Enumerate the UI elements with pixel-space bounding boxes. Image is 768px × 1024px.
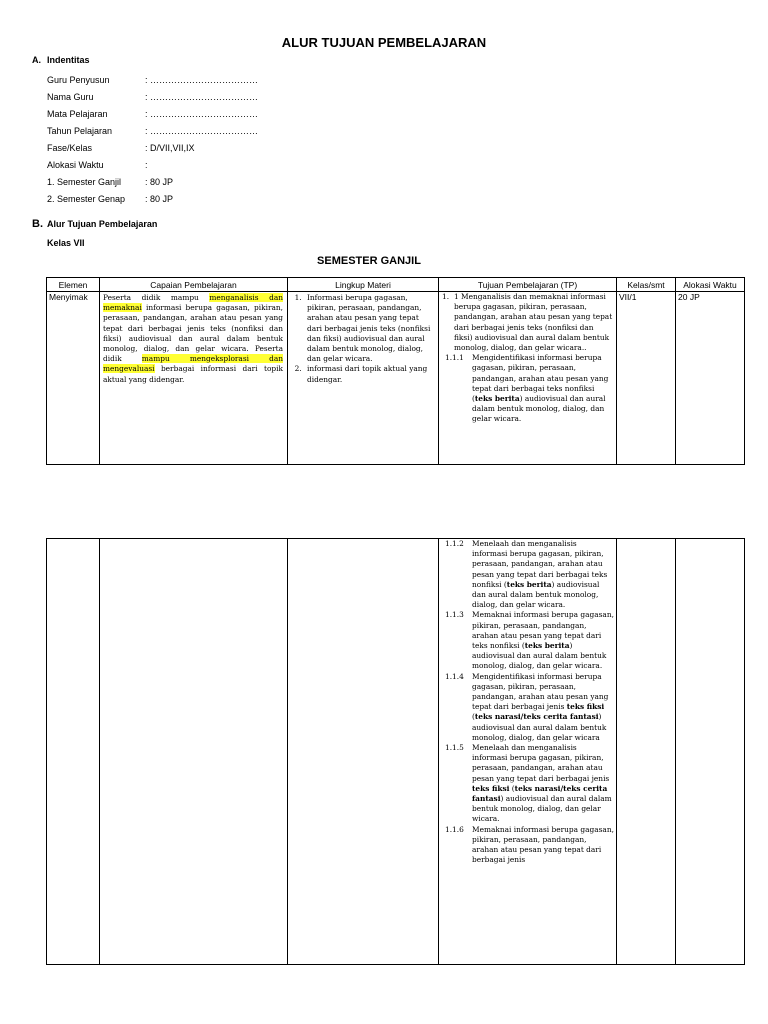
tp-number: 1.1.6 (445, 824, 464, 834)
cell-elemen: Menyimak (47, 292, 100, 465)
tp-text: Mengidentifikasi informasi berupa gagasan, pikiran, perasaan, pandangan, arahan atau pesan yang tepat dari berbagai jenis (472, 671, 609, 712)
section-b-heading (32, 218, 157, 230)
identity-label: Tahun Pelajaran (47, 126, 113, 137)
identity-value: : ……………………………… (145, 75, 259, 86)
cell-tujuan (439, 292, 617, 465)
header-capaian: Capaian Pembelajaran (100, 278, 288, 292)
learning-path-table-continued (46, 538, 745, 965)
identity-label: 1. Semester Ganjil (47, 176, 122, 187)
tp-text: ( (509, 783, 515, 793)
tp-text: Memaknai informasi berupa gagasan, pikiran, perasaan, pandangan, arahan atau pesan yang tepat dari teks nonfiksi ( (472, 610, 614, 651)
identity-row (47, 106, 258, 123)
section-b-title: Alur Tujuan Pembelajaran (47, 219, 158, 229)
cp-highlight: mampu mengeksplorasi dan mengevaluasi (103, 354, 283, 374)
semester-title: SEMESTER GANJIL (317, 255, 421, 267)
tp-text: 1 Menganalisis dan memaknai informasi berupa gagasan, pikiran, perasaan, pandangan, arahan atau pesan yang tepat dari berbagai jenis teks (nonfiksi dan fiksi) audiovisual dan aural dalam bentuk monolog, dialog, dan gelar wicara.. (454, 292, 613, 353)
learning-path-table (46, 277, 745, 465)
identity-row (47, 72, 258, 89)
cp-text: berbagai informasi dari topik aktual yang didengar. (103, 364, 283, 384)
tp-text: ) audiovisual dan aural dalam bentuk monolog, dialog, dan gelar wicara. (472, 579, 600, 610)
lingkup-list (288, 292, 438, 385)
header-elemen: Elemen (47, 278, 100, 292)
cell-capaian (100, 292, 288, 465)
tp-bold: teks fiksi (472, 783, 510, 793)
table-row (47, 292, 745, 465)
identity-row (47, 156, 258, 173)
cp-highlight: menganalisis dan memaknai (103, 293, 283, 313)
header-alokasi: Alokasi Waktu (676, 278, 745, 292)
identity-value: : D/VII,VII,IX (145, 143, 195, 153)
identity-value: : ……………………………… (145, 126, 259, 137)
class-label: Kelas VII (47, 238, 85, 248)
tp-bold: teks fiksi (566, 702, 605, 712)
list-item (439, 539, 614, 610)
identity-value: : ……………………………… (145, 109, 259, 120)
identity-label: Guru Penyusun (47, 75, 110, 86)
tp-text: Menelaah dan menganalisis informasi berupa gagasan, pikiran, perasaan, pandangan, arahan atau pesan yang tepat dari berbagai jenis (472, 743, 610, 783)
tp-bold: teks berita (474, 394, 520, 404)
tp-text: ( (472, 712, 475, 722)
list-item (439, 672, 614, 743)
list-item (439, 825, 614, 866)
cell-lingkup (288, 292, 439, 465)
tp-number: 1.1.5 (445, 743, 464, 753)
identity-row (47, 173, 258, 190)
identity-row (47, 89, 258, 106)
tp-text: Memaknai informasi berupa gagasan, pikiran, perasaan, pandangan, arahan atau pesan yang tepat dari berbagai jenis (472, 824, 614, 865)
identity-label: Nama Guru (47, 92, 94, 103)
tp-heading (439, 292, 614, 353)
list-item (439, 610, 614, 671)
cp-text: Peserta didik mampu (103, 293, 210, 302)
list-item (439, 743, 614, 825)
identity-row (47, 140, 258, 157)
cell-tujuan (439, 539, 617, 965)
tp-bold: teks narasi/teks cerita fantasi (474, 712, 599, 722)
cp-text: informasi berupa gagasan, pikiran, perasaan, pandangan, arahan atau pesan yang tepat dari berbagai jenis teks (nonfiksi dan fiksi) audiovisual dan aural dalam bentuk monolog, dialog, dan gelar wicara. Peserta didik (103, 303, 283, 364)
section-a-letter: A. (32, 55, 41, 65)
tp-bold: teks berita (524, 641, 570, 651)
cell-kelas (617, 539, 676, 965)
tp-number: 1.1.1 (445, 353, 464, 363)
tp-bold: teks narasi/teks cerita fantasi (472, 783, 608, 804)
identity-list (47, 72, 258, 207)
tp-text: ) audiovisual dan aural dalam bentuk monolog, dialog, dan gelar wicara. (472, 394, 606, 424)
identity-row (47, 190, 258, 207)
cell-lingkup (288, 539, 439, 965)
list-item (439, 353, 614, 424)
cell-elemen (47, 539, 100, 965)
tp-number: 1.1.3 (445, 610, 464, 620)
tp-number: 1.1.4 (445, 671, 464, 681)
table-row (47, 539, 745, 965)
identity-label: Alokasi Waktu (47, 159, 104, 170)
tp-text: ) audiovisual dan aural dalam bentuk monolog, dialog, dan gelar wicara (472, 712, 607, 742)
identity-label: Mata Pelajaran (47, 109, 108, 120)
list-item: 1. Informasi berupa gagasan, pikiran, perasaan, pandangan, arahan atau pesan yang tepat dari berbagai jenis teks (nonfiksi dan fiksi) audiovisual dan aural dalam bentuk monolog, dialog, dan gelar wicara. (304, 293, 436, 364)
list-item: 2. informasi dari topik aktual yang didengar. (304, 364, 436, 384)
tp-number: 1.1.2 (445, 539, 464, 548)
cell-alokasi: 20 JP (676, 292, 745, 465)
cell-alokasi (676, 539, 745, 965)
header-lingkup: Lingkup Materi (288, 278, 439, 292)
identity-value: : 80 JP (145, 193, 174, 204)
document-title: ALUR TUJUAN PEMBELAJARAN (281, 35, 487, 50)
identity-value: : (145, 159, 148, 170)
tp-text: ) audiovisual dan aural dalam bentuk monolog, dialog, dan gelar wicara. (472, 641, 607, 671)
identity-value: : 80 JP (145, 176, 174, 187)
section-a-title: Indentitas (47, 55, 90, 65)
section-a-heading (32, 55, 90, 65)
header-tujuan: Tujuan Pembelajaran (TP) (439, 278, 617, 292)
tp-bold: teks berita (506, 579, 552, 589)
section-b-letter: B. (32, 218, 43, 230)
tp-text: ) audiovisual dan aural dalam bentuk monolog, dialog, dan gelar wicara. (472, 794, 612, 824)
cell-capaian (100, 539, 288, 965)
identity-label: Fase/Kelas (47, 143, 93, 153)
identity-value: : ……………………………… (145, 92, 259, 103)
identity-label: 2. Semester Genap (47, 193, 126, 204)
header-kelas: Kelas/smt (617, 278, 676, 292)
tp-text: Mengidentifikasi informasi berupa gagasan, pikiran, perasaan, pandangan, arahan atau pesan yang tepat dari berbagai teks nonfiksi ( (472, 353, 609, 404)
tp-text: Menelaah dan menganalisis informasi berupa gagasan, pikiran, perasaan, pandangan, arahan atau pesan yang tepat dari berbagai teks nonfiksi ( (472, 539, 608, 589)
cell-kelas: VII/1 (617, 292, 676, 465)
identity-row (47, 123, 258, 140)
table-header-row (47, 278, 745, 292)
tp-number: 1. (442, 292, 450, 301)
